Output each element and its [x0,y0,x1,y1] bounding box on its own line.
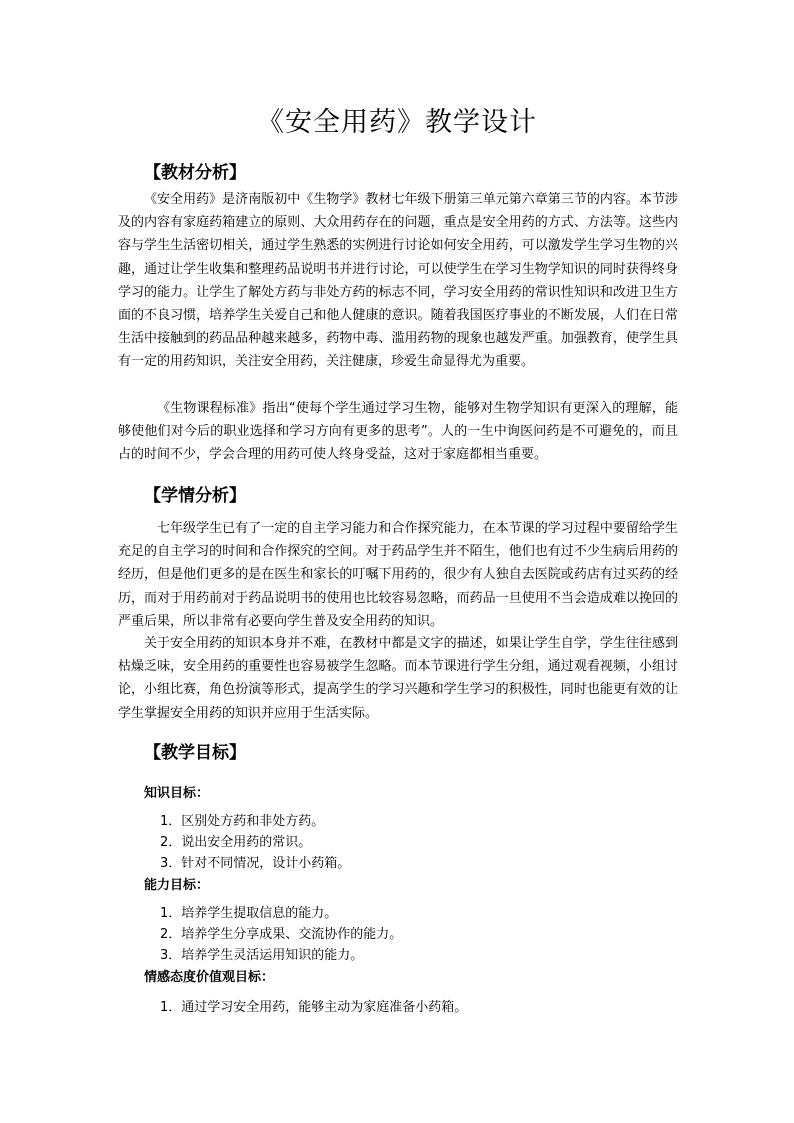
paragraph-students-2: 关于安全用药的知识本身并不难，在教材中都是文字的描述，如果让学生自学，学生往往感到枯燥乏味，安全用药的重要性也容易被学生忽略。而本节课进行学生分组，通过观看视频，小组讨论，小组比赛，角色扮演等形式，提高学生的学习兴趣和学生学习的积极性，同时也能更有效的让学生掌握安全用药的知识并应用于生活实际。 [118,636,678,721]
list-emotion [160,997,467,1018]
section-heading-students: 【学情分析】 [144,486,246,506]
subheading-ability: 能力目标： [144,878,210,893]
list-item: 3．培养学生灵活运用知识的能力。 [160,948,364,963]
list-item: 2．说出安全用药的常识。 [160,835,312,850]
list-ability [160,903,402,966]
subheading-knowledge: 知识目标： [144,786,210,801]
section-heading-material: 【教材分析】 [144,163,246,183]
section-heading-goals: 【教学目标】 [144,743,246,763]
paragraph-material-1: 《安全用药》是济南版初中《生物学》教材七年级下册第三单元第六章第三节的内容。本节涉及的内容有家庭药箱建立的原则、大众用药存在的问题，重点是安全用药的方式、方法等。这些内容与学生生活密切相关，通过学生熟悉的实例进行讨论如何安全用药，可以激发学生学习生物的兴趣，通过让学生收集和整理药品说明书并进行讨论，可以使学生在学习生物学知识的同时获得终身学习的能力。让学生了解处方药与非处方药的标志不同，学习安全用药的常识性知识和改进卫生方面的不良习惯，培养学生关爱自己和他人健康的意识。随着我国医疗事业的不断发展，人们在日常生活中接触到的药品品种越来越多，药物中毒、滥用药物的现象也越发严重。加强教育，使学生具有一定的用药知识，关注安全用药，关注健康，珍爱生命显得尤为重要。 [118,192,678,370]
document-title: 《安全用药》教学设计 [257,107,537,138]
paragraph-students-1: 七年级学生已有了一定的自主学习能力和合作探究能力，在本节课的学习过程中要留给学生充足的自主学习的时间和合作探究的空间。对于药品学生并不陌生，他们也有过不少生病后用药的经历，但是他们更多的是在医生和家长的叮嘱下用药的，很少有人独自去医院或药店有过买药的经历，而对于用药前对于药品说明书的使用也比较容易忽略，而药品一旦使用不当会造成难以挽回的严重后果，所以非常有必要向学生普及安全用药的知识。 [118,521,678,629]
list-item: 2．培养学生分享成果、交流协作的能力。 [160,927,403,942]
list-item: 1．区别处方药和非处方药。 [160,814,325,829]
list-item: 1．培养学生提取信息的能力。 [160,906,338,921]
subheading-emotion: 情感态度价值观目标： [144,970,275,985]
list-item: 1．通过学习安全用药，能够主动为家庭准备小药箱。 [160,1000,468,1015]
paragraph-material-2: 《生物课程标准》指出“使每个学生通过学习生物，能够对生物学知识有更深入的理解，能够使他们对今后的职业选择和学习方向有更多的思考”。人的一生中询医问药是不可避免的，而且占的时间不少，学会合理的用药可使人终身受益，这对于家庭都相当重要。 [118,401,678,463]
list-item: 3．针对不同情况，设计小药箱。 [160,856,351,871]
list-knowledge [160,811,350,874]
